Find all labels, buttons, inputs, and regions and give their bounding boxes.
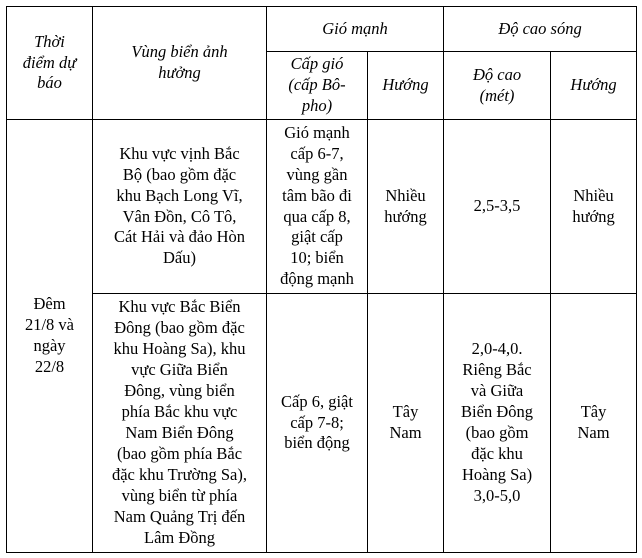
header-wave-height: Độ cao (mét)	[444, 52, 551, 120]
wind-level-cell: Cấp 6, giật cấp 7-8; biển động	[267, 294, 368, 553]
wave-height-cell: 2,0-4,0. Riêng Bắc và Giữa Biển Đông (bao gồm đặc khu Hoàng Sa) 3,0-5,0	[444, 294, 551, 553]
wind-direction-cell: Tây Nam	[368, 294, 444, 553]
header-wave: Độ cao sóng	[444, 7, 637, 52]
header-wind-direction: Hướng	[368, 52, 444, 120]
header-wind-level: Cấp gió (cấp Bô- pho)	[267, 52, 368, 120]
area-cell: Khu vực Bắc Biển Đông (bao gồm đặc khu Hoàng Sa), khu vực Giữa Biển Đông, vùng biển phía Bắc khu vực Nam Biển Đông (bao gồm phía Bắc đặc khu Trường Sa), vùng biển từ phía Nam Quảng Trị đến Lâm Đồng	[93, 294, 267, 553]
table-row	[7, 120, 637, 294]
wind-level-cell: Gió mạnh cấp 6-7, vùng gần tâm bão đi qua cấp 8, giật cấp 10; biển động mạnh	[267, 120, 368, 294]
header-time: Thời điểm dự báo	[7, 7, 93, 120]
wave-direction-cell: Nhiều hướng	[551, 120, 637, 294]
forecast-table	[6, 6, 637, 553]
wave-height-cell: 2,5-3,5	[444, 120, 551, 294]
wind-direction-cell: Nhiều hướng	[368, 120, 444, 294]
header-wave-direction: Hướng	[551, 52, 637, 120]
table-row	[7, 294, 637, 553]
time-cell: Đêm 21/8 và ngày 22/8	[7, 120, 93, 553]
header-row-top	[7, 7, 637, 52]
header-area: Vùng biển ảnh hưởng	[93, 7, 267, 120]
wave-direction-cell: Tây Nam	[551, 294, 637, 553]
area-cell: Khu vực vịnh Bắc Bộ (bao gồm đặc khu Bạch Long Vĩ, Vân Đồn, Cô Tô, Cát Hải và đảo Hòn Dấu)	[93, 120, 267, 294]
header-wind: Gió mạnh	[267, 7, 444, 52]
